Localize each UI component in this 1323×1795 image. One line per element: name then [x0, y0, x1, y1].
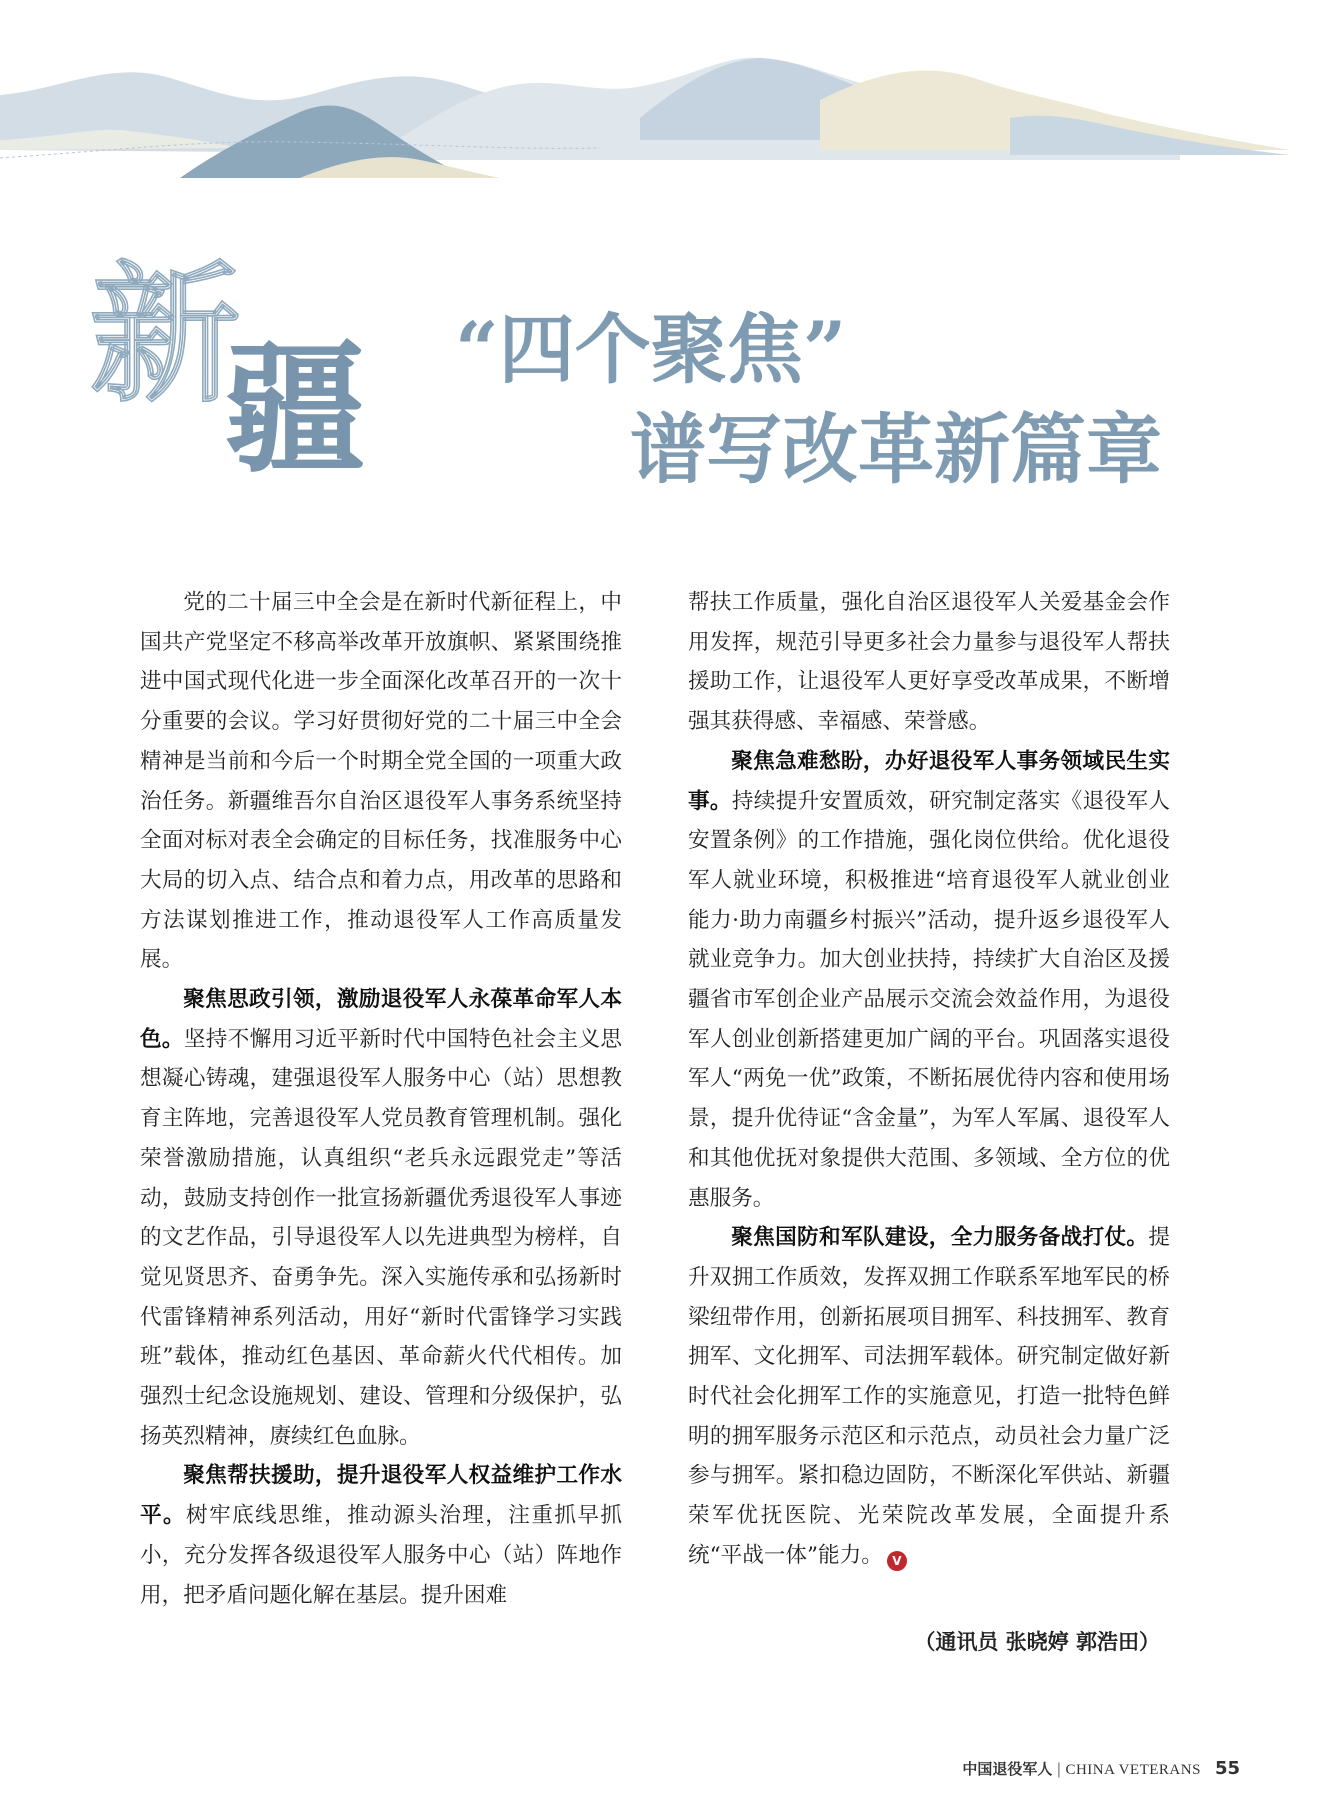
paragraph-lead: 聚焦思政引领，激励退役军人永葆革命军人本色。	[140, 987, 622, 1052]
paragraph-text: 坚持不懈用习近平新时代中国特色社会主义思想凝心铸魂，建强退役军人服务中心（站）思想教育主阵地，完善退役军人党员教育管理机制。强化荣誉激励措施，认真组织“老兵永远跟党走”等活动，鼓励支持创作一批宣扬新疆优秀退役军人事迹的文艺作品，引导退役军人以先进典型为榜样，自觉见贤思齐、奋勇争先。深入实施传承和弘扬新时代雷锋精神系列活动，用好“新时代雷锋学习实践班”载体，推动红色基因、革命薪火代代相传。加强烈士纪念设施规划、建设、管理和分级保护，弘扬英烈精神，赓续红色血脉。	[140, 1026, 622, 1449]
article-end-mark-icon: V	[887, 1551, 907, 1571]
article-paragraph	[688, 1218, 1170, 1575]
paragraph-lead: 聚焦国防和军队建设，全力服务备战打仗。	[731, 1225, 1149, 1251]
headline-line-1: “四个聚焦”	[455, 305, 847, 394]
mountain-landscape-decoration	[0, 0, 1323, 200]
paragraph-text: 树牢底线思维，推动源头治理，注重抓早抓小，充分发挥各级退役军人服务中心（站）阵地作用，把矛盾问题化解在基层。提升困难	[140, 1503, 622, 1608]
article-paragraph	[688, 742, 1170, 1218]
article-paragraph	[140, 583, 622, 980]
article-paragraph	[140, 1456, 622, 1615]
page-footer	[900, 1755, 1240, 1783]
page-number: 55	[1214, 1758, 1240, 1779]
article-right-column	[688, 583, 1170, 1576]
paragraph-text: 帮扶工作质量，强化自治区退役军人关爱基金会作用发挥，规范引导更多社会力量参与退役军人帮扶援助工作，让退役军人更好享受改革成果，不断增强其获得感、幸福感、荣誉感。	[688, 590, 1170, 735]
article-paragraph-continued	[688, 583, 1170, 742]
paragraph-text: 党的二十届三中全会是在新时代新征程上，中国共产党坚定不移高举改革开放旗帜、紧紧围绕推进中国式现代化进一步全面深化改革召开的一次十分重要的会议。学习好贯彻好党的二十届三中全会精神是当前和今后一个时期全党全国的一项重大政治任务。新疆维吾尔自治区退役军人事务系统坚持全面对标对表全会确定的目标任务，找准服务中心大局的切入点、结合点和着力点，用改革的思路和方法谋划推进工作，推动退役军人工作高质量发展。	[140, 590, 622, 973]
headline-line-2: 谱写改革新篇章	[630, 405, 1162, 494]
paragraph-lead: 聚焦急难愁盼，办好退役军人事务领域民生实事。	[688, 748, 1170, 814]
region-character-xin-outline: 新	[90, 247, 241, 423]
reporter-byline: （通讯员 张晓婷 郭浩田）	[914, 1630, 1160, 1654]
paragraph-lead: 聚焦帮扶援助，提升退役军人权益维护工作水平。	[140, 1463, 622, 1529]
magazine-name-en: CHINA VETERANS	[1065, 1762, 1201, 1778]
article-paragraph	[140, 980, 622, 1456]
magazine-name-cn: 中国退役军人	[962, 1760, 1053, 1778]
paragraph-text: 提升双拥工作质效，发挥双拥工作联系军地军民的桥梁纽带作用，创新拓展项目拥军、科技拥军、教育拥军、文化拥军、司法拥军载体。研究制定做好新时代社会化拥军工作的实施意见，打造一批特色鲜明的拥军服务示范区和示范点，动员社会力量广泛参与拥军。紧扣稳边固防，不断深化军供站、新疆荣军优抚医院、光荣院改革发展，全面提升系统“平战一体”能力。	[688, 1225, 1170, 1568]
footer-separator: |	[1056, 1760, 1062, 1778]
region-character-jiang: 疆	[225, 328, 366, 492]
paragraph-text: 持续提升安置质效，研究制定落实《退役军人安置条例》的工作措施，强化岗位供给。优化退役军人就业环境，积极推进“培育退役军人就业创业能力·助力南疆乡村振兴”活动，提升返乡退役军人就业竞争力。加大创业扶持，持续扩大自治区及援疆省市军创企业产品展示交流会效益作用，为退役军人创业创新搭建更加广阔的平台。巩固落实退役军人“两免一优”政策，不断拓展优待内容和使用场景，提升优待证“含金量”，为军人军属、退役军人和其他优抚对象提供大范围、多领域、全方位的优惠服务。	[688, 788, 1170, 1211]
article-left-column	[140, 583, 622, 1615]
